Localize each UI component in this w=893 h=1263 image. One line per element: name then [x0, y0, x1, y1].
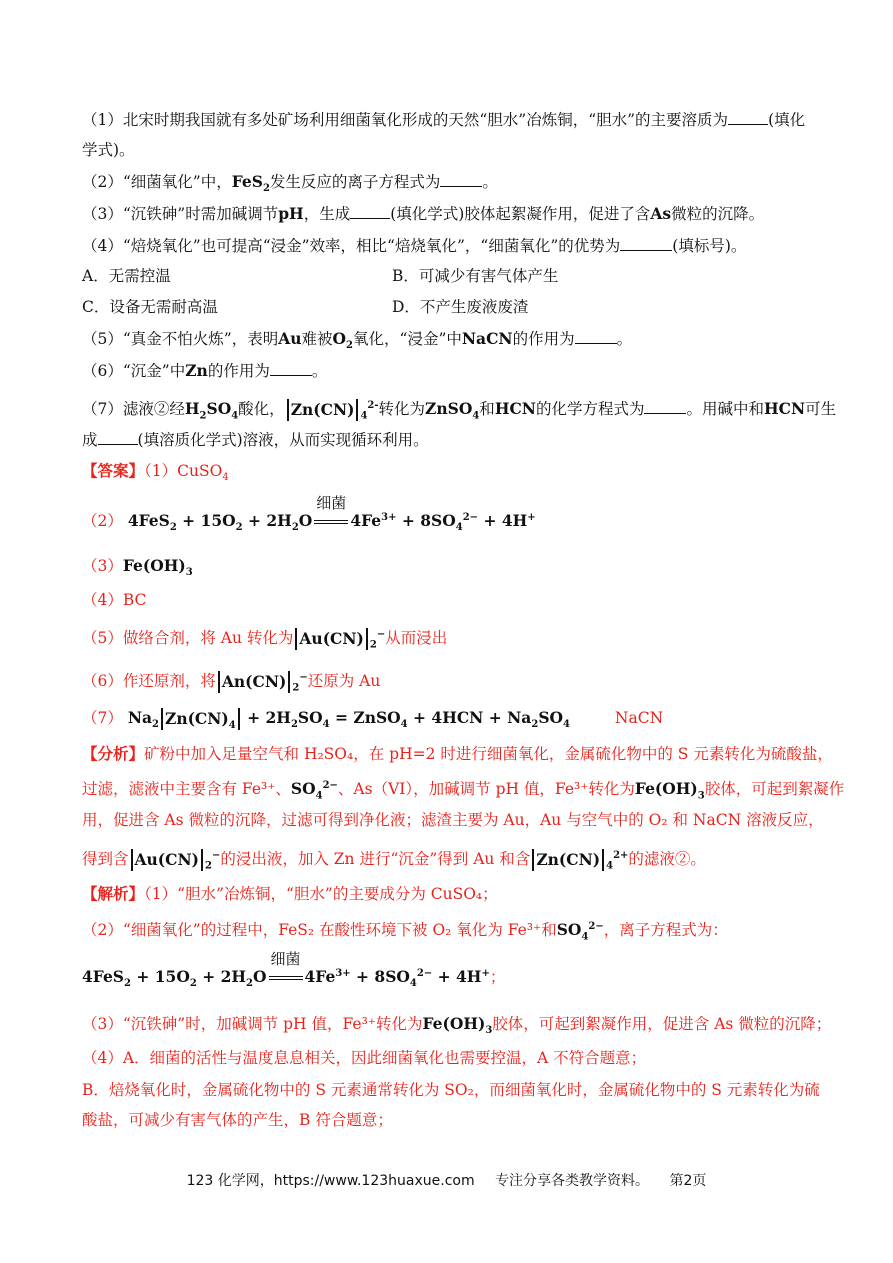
- question-1-line-2: 学式)。: [82, 141, 135, 159]
- analysis-line-1: 【分析】矿粉中加入足量空气和 H₂SO₄，在 pH=2 时进行细菌氧化，金属硫化物中的 S 元素转化为硫酸盐，: [82, 744, 833, 763]
- answer-1: 【答案】（1）CuSO$_4$: [82, 461, 229, 484]
- answer-4: （4）BC: [82, 591, 147, 609]
- question-7-line-1: （7）滤液②经$H_2SO_4$酸化， Zn(CN) $_4^{2-}$转化为ZnSO$_4$和HCN的化学方程式为 。用碱中和HCN可生: [82, 399, 837, 422]
- analysis-line-4: 得到含 Au(CN) $_2$−的浸出液，加入 Zn 进行“沉金”得到 Au 和含 Zn(CN) $_4^{2+}$的滤液②。: [82, 850, 706, 872]
- footer-page-number: 第2页: [669, 1173, 707, 1189]
- question-7-line-2: 成 (填溶质化学式)溶液，从而实现循环利用。: [82, 431, 429, 449]
- question-5: （5）“真金不怕火炼”，表明Au难被$O_2$氧化，“浸金”中NaCN的作用为 。: [82, 329, 633, 352]
- explanation-equation: $4FeS_2 + 15O_2 + 2H_2O$ 细菌 $4Fe^{3+} + 8SO_4^{2-} + 4H^+$；: [82, 950, 506, 990]
- analysis-line-2: 过滤，滤液中主要含有 Fe³⁺、$SO_4^{2-}$、As（VI），加碱调节 pH 值，Fe³⁺转化为$Fe(OH)_3$胶体，可起到絮凝作: [82, 779, 845, 802]
- option-d: D．不产生废液废渣: [392, 298, 529, 316]
- question-6: （6）“沉金”中Zn的作用为 。: [82, 361, 328, 380]
- question-3: （3）“沉铁砷”时需加碱调节pH，生成 (填化学式)胶体起絮凝作用，促进了含As微粒的沉降。: [82, 204, 765, 223]
- footer-site: 123 化学网，https://www.123huaxue.com: [186, 1173, 475, 1189]
- option-a: A．无需控温: [82, 267, 171, 285]
- explanation-line-2: （2）“细菌氧化”的过程中，FeS₂ 在酸性环境下被 O₂ 氧化为 Fe³⁺和$SO_4^{2-}$，离子方程式为：: [82, 920, 728, 943]
- question-4: （4）“焙烧氧化”也可提高“浸金”效率，相比“焙烧氧化”，“细菌氧化”的优势为 (填标号)。: [82, 237, 747, 255]
- answer-3: $(3)Fe(OH)_3$: [82, 556, 193, 579]
- explanation-line-4: （3）“沉铁砷”时，加碱调节 pH 值，Fe³⁺转化为$Fe(OH)_3$胶体，可起到絮凝作用，促进含 As 微粒的沉降；: [82, 1014, 832, 1037]
- question-2: （2）“细菌氧化”中，FeS$_2$发生反应的离子方程式为 。: [82, 172, 498, 195]
- answer-5: （5）做络合剂，将 Au 转化为 Au(CN) $_2$−从而浸出: [82, 629, 448, 651]
- explanation-line-1: 【解析】（1）“胆水”冶炼铜，“胆水”的主要成分为 CuSO₄；: [82, 884, 498, 903]
- footer-slogan: 专注分享各类教学资料。: [495, 1173, 650, 1189]
- answer-2: （2） $4FeS_2 + 15O_2 + 2H_2O$ 细菌 $4Fe^{3+} + 8SO_4^{2-} + 4H^+$: [82, 494, 536, 534]
- explanation-line-7: 酸盐，可减少有害气体的产生，B 符合题意；: [82, 1111, 393, 1129]
- option-b: B．可减少有害气体产生: [392, 267, 559, 285]
- option-c: C．设备无需耐高温: [82, 298, 218, 316]
- answer-6: （6）作还原剂，将 An(CN) $_2$−还原为 Au: [82, 672, 381, 694]
- page-footer: [0, 1170, 893, 1190]
- answer-7: （7） $Na_2$ $Zn(CN)_4 + 2H_2SO_4$ = ZnSO$_4$ + $4HCN + Na_2SO_4$ NaCN: [82, 708, 664, 732]
- analysis-line-3: 用，促进含 As 微粒的沉降，过滤可得到净化液；滤渣主要为 Au，Au 与空气中的 O₂ 和 NaCN 溶液反应，: [82, 811, 824, 829]
- question-1-line-1: （1）北宋时期我国就有多处矿场利用细菌氧化形成的天然“胆水”冶炼铜，“胆水”的主要溶质为 (填化: [82, 111, 806, 129]
- explanation-line-6: B．焙烧氧化时，金属硫化物中的 S 元素通常转化为 SO₂，而细菌氧化时，金属硫化物中的 S 元素转化为硫: [82, 1081, 820, 1099]
- explanation-line-5: （4）A．细菌的活性与温度息息相关，因此细菌氧化也需要控温，A 不符合题意；: [82, 1049, 647, 1067]
